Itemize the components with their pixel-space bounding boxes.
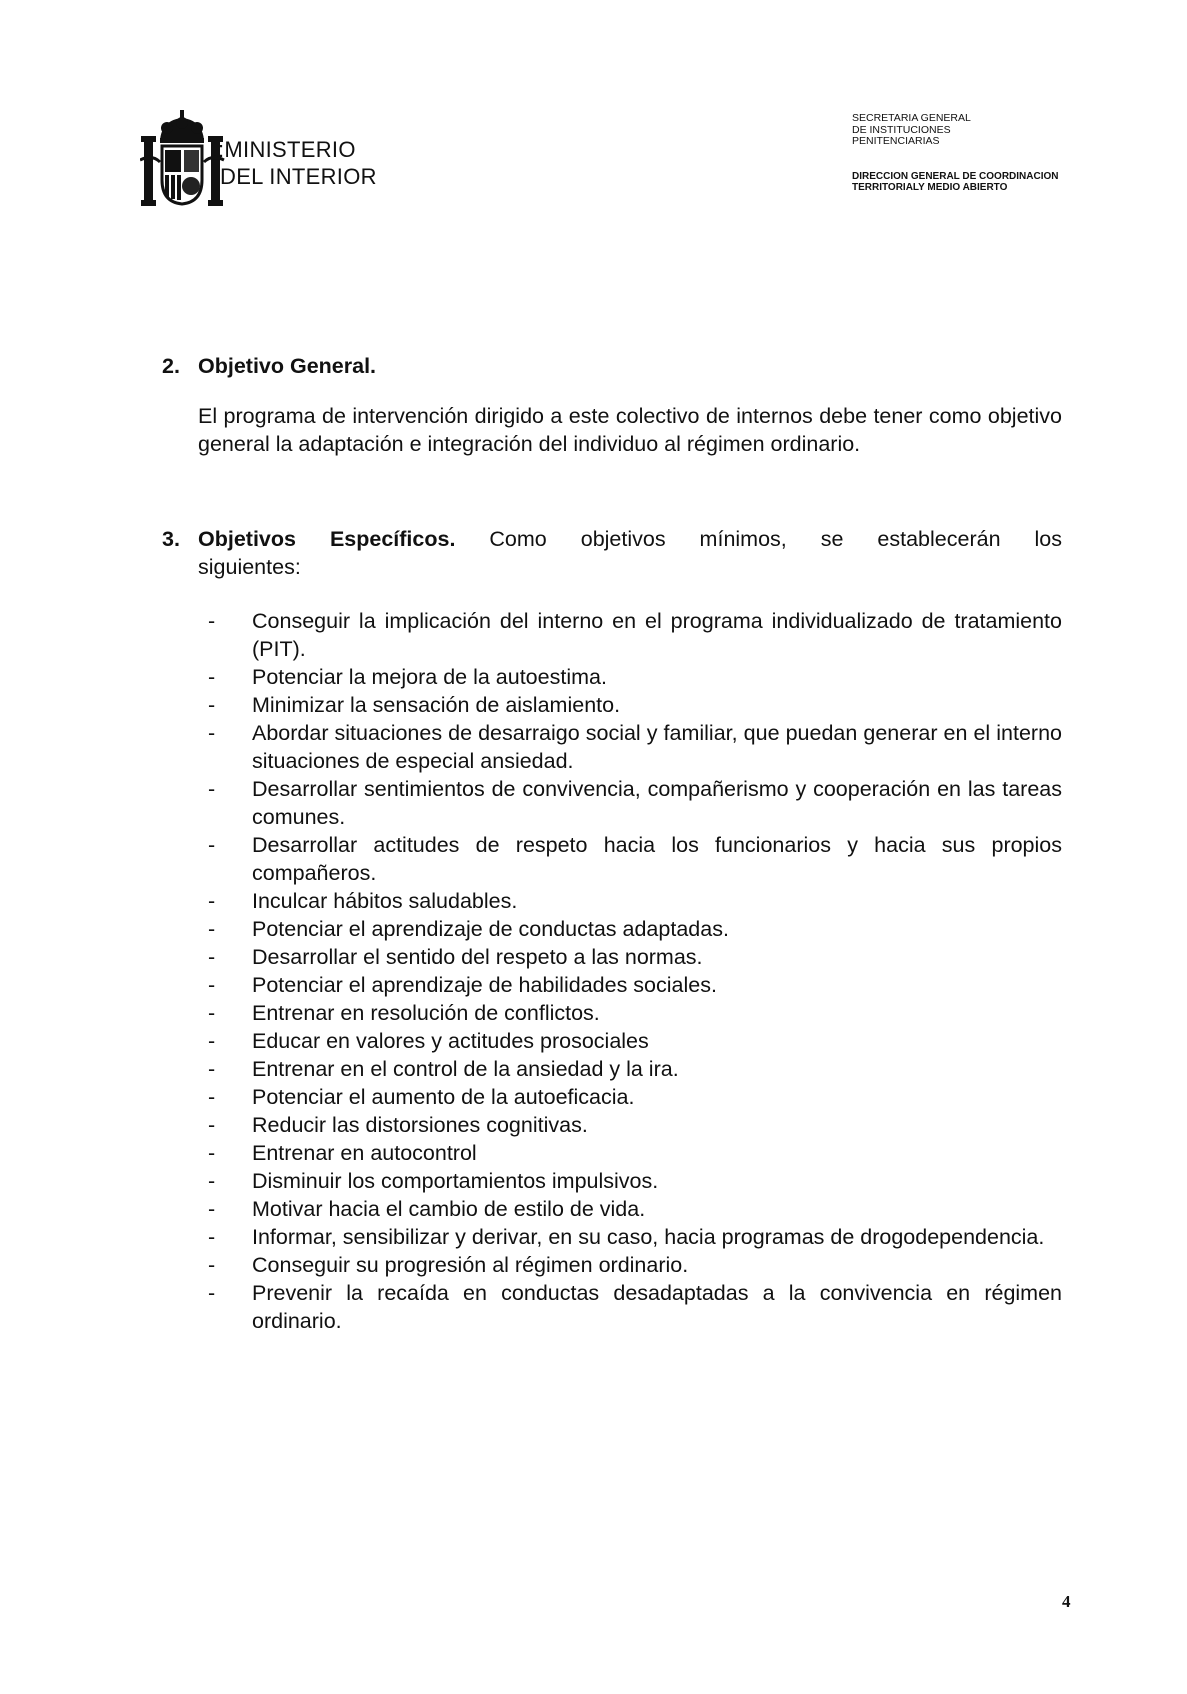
objective-list-item [198,999,1062,1027]
objective-list-item [198,971,1062,999]
objective-text: Entrenar en autocontrol [252,1141,477,1165]
bullet-dash: - [208,1253,216,1277]
section-intro [198,525,1062,553]
objective-list-item [198,831,1062,887]
objective-text: Reducir las distorsiones cognitivas. [252,1113,588,1137]
bullet-dash: - [208,1197,216,1221]
page-number: 4 [1062,1592,1071,1611]
objective-text: Educar en valores y actitudes prosociales [252,1029,649,1053]
objective-list-item [198,943,1062,971]
objective-text: Informar, sensibilizar y derivar, en su caso, hacia programas de drogodependencia. [252,1225,1045,1249]
objective-list-item [198,775,1062,831]
direction-line: TERRITORIALY MEDIO ABIERTO [852,182,1008,193]
objective-text: Conseguir la implicación del interno en el programa individualizado de tratamiento (PIT). [252,609,1062,661]
bullet-dash: - [208,1113,216,1137]
bullet-dash: - [208,777,216,801]
objective-text: Inculcar hábitos saludables. [252,889,518,913]
objective-text: Desarrollar actitudes de respeto hacia los funcionarios y hacia sus propios compañeros. [252,833,1062,885]
direction-line: DIRECCION GENERAL DE COORDINACION [852,170,1059,182]
bullet-dash: - [208,693,216,717]
objective-text: Potenciar el aprendizaje de conductas adaptadas. [252,917,729,941]
bullet-dash: - [208,1057,216,1081]
section-objetivo-general [162,352,1062,458]
section-paragraph: El programa de intervención dirigido a este colectivo de internos debe tener como objetivo general la adaptación e integración del individuo al régimen ordinario. [198,404,1062,456]
objective-text: Potenciar el aprendizaje de habilidades sociales. [252,973,717,997]
objective-text: Entrenar en el control de la ansiedad y la ira. [252,1057,679,1081]
section-title: Objetivos Específicos. [198,527,456,551]
objective-text: Desarrollar el sentido del respeto a las normas. [252,945,703,969]
objective-list-item [198,1111,1062,1139]
bullet-dash: - [208,973,216,997]
section-title: Objetivo General. [198,354,377,378]
objective-list-item [198,719,1062,775]
dept-line: SECRETARIA GENERAL [852,112,971,124]
coat-of-arms-icon [140,110,225,210]
bullet-dash: - [208,721,216,745]
section-number: 3. [162,527,180,551]
bullet-dash: - [208,609,216,633]
objective-text: Potenciar el aumento de la autoeficacia. [252,1085,635,1109]
section-number: 2. [162,354,180,378]
objective-list-item [198,1195,1062,1223]
bullet-dash: - [208,1225,216,1249]
section-intro-text: Como objetivos mínimos, se establecerán los [489,527,1062,551]
objective-list-item [198,1251,1062,1279]
bullet-dash: - [208,889,216,913]
bullet-dash: - [208,1141,216,1165]
section-intro-continued: siguientes: [198,555,301,579]
objective-text: Abordar situaciones de desarraigo social y familiar, que puedan generar en el interno situaciones de especial ansiedad. [252,721,1062,773]
bullet-dash: - [208,917,216,941]
objective-text: Prevenir la recaída en conductas desadaptadas a la convivencia en régimen ordinario. [252,1281,1062,1333]
objective-text: Desarrollar sentimientos de convivencia, compañerismo y cooperación en las tareas comunes. [252,777,1062,829]
objective-list-item [198,1223,1062,1251]
document-body [162,352,1062,1335]
objective-list-item [198,915,1062,943]
bullet-dash: - [208,1001,216,1025]
objective-list-item [198,1139,1062,1167]
objective-list-item [198,663,1062,691]
objective-list-item [198,1027,1062,1055]
objective-text: Disminuir los comportamientos impulsivos. [252,1169,659,1193]
objective-list-item [198,887,1062,915]
ministry-line-1: :MINISTERIO [218,137,356,162]
bullet-dash: - [208,945,216,969]
objective-text: Motivar hacia el cambio de estilo de vida. [252,1197,646,1221]
bullet-dash: - [208,665,216,689]
objective-list-item [198,1055,1062,1083]
bullet-dash: - [208,1281,216,1305]
dept-line: DE INSTITUCIONES [852,123,951,136]
bullet-dash: - [208,1085,216,1109]
objective-text: Entrenar en resolución de conflictos. [252,1001,600,1025]
objective-text: Potenciar la mejora de la autoestima. [252,665,607,689]
bullet-dash: - [208,833,216,857]
objective-list-item [198,1167,1062,1195]
ministry-name [218,136,377,190]
objective-text: Minimizar la sensación de aislamiento. [252,693,621,717]
ministry-line-2: DEL INTERIOR [220,164,377,189]
bullet-dash: - [208,1169,216,1193]
objective-list-item [198,1279,1062,1335]
objective-list-item [198,1083,1062,1111]
department-block [852,113,1059,194]
objective-text: Conseguir su progresión al régimen ordinario. [252,1253,689,1277]
objective-list-item [198,607,1062,663]
bullet-dash: - [208,1029,216,1053]
objective-list-item [198,691,1062,719]
objectives-list [162,607,1062,1335]
section-objetivos-especificos [162,525,1062,581]
dept-line: PENITENCIARIAS [852,135,940,147]
